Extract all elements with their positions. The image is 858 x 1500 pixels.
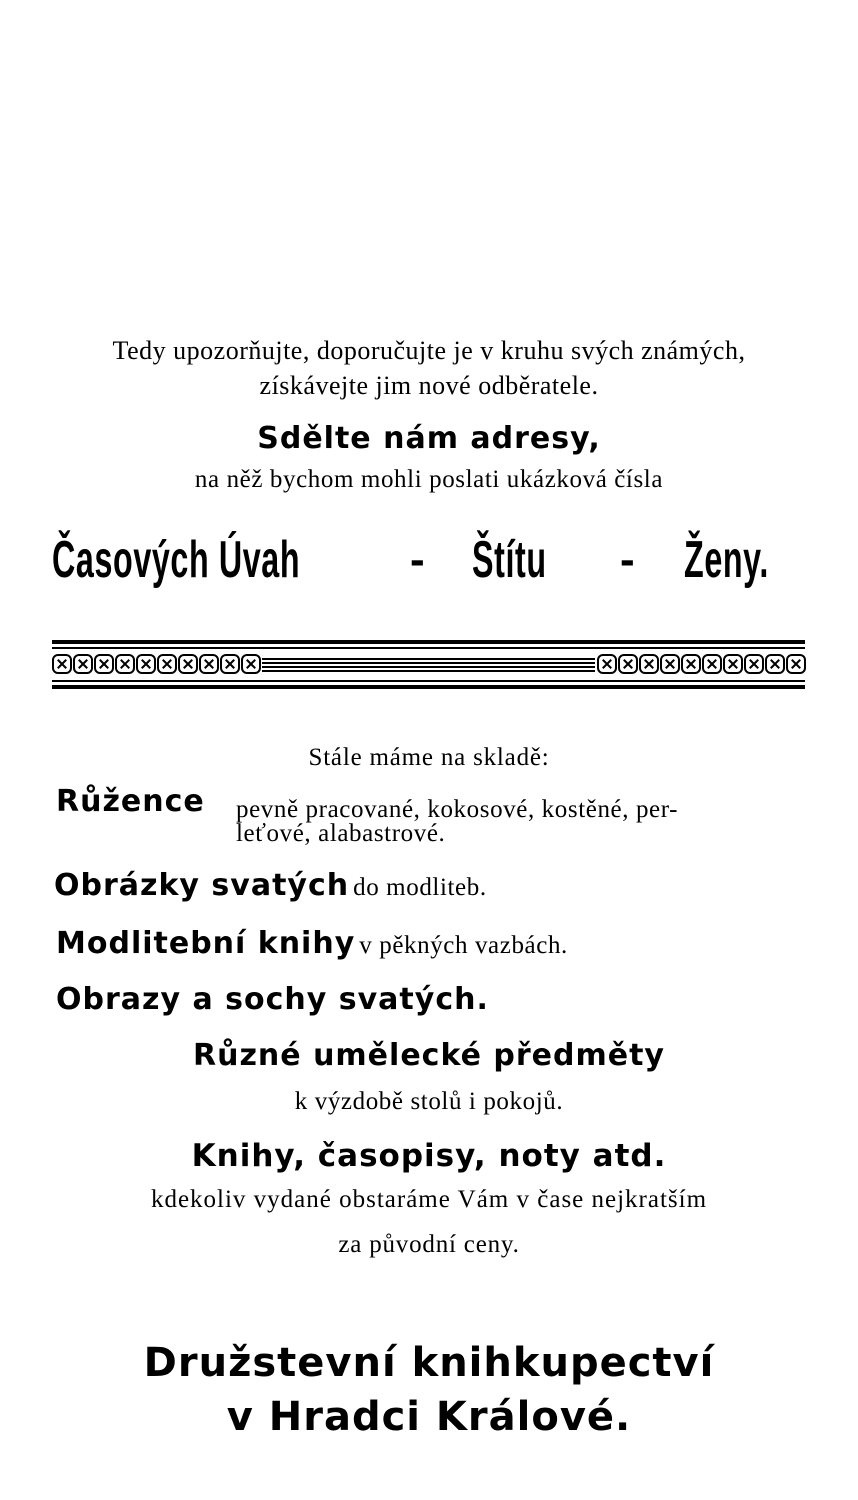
x-ornament-icon xyxy=(136,654,156,674)
magazine-stit: Štítu xyxy=(472,531,547,589)
addresses-heading: Sdělte nám adresy, xyxy=(257,421,601,456)
divider-hatch xyxy=(262,656,595,672)
stock-item-rosaries xyxy=(56,784,205,819)
magazine-separator-2: - xyxy=(620,535,635,584)
x-ornament-icon xyxy=(639,654,659,674)
stock-intro: Stále máme na skladě: xyxy=(308,744,550,771)
stock-item-label: Obrázky svatých xyxy=(54,868,350,903)
x-ornament-icon xyxy=(618,654,638,674)
x-ornament-icon xyxy=(702,654,722,674)
x-ornament-icon xyxy=(597,654,617,674)
x-ornament-icon xyxy=(765,654,785,674)
x-ornament-icon xyxy=(157,654,177,674)
divider-x-pattern-left xyxy=(52,652,262,676)
divider-rule-bottom xyxy=(52,685,805,689)
stock-item-holy-pictures xyxy=(54,868,487,903)
x-ornament-icon xyxy=(660,654,680,674)
divider-rule-bottom-thin xyxy=(52,680,805,682)
art-desc: k výzdobě stolů i pokojů. xyxy=(294,1088,564,1115)
stock-item-prayer-books xyxy=(56,926,568,961)
stock-item-desc: pevně pracované, kokosové, kostěné, per- xyxy=(236,796,679,823)
books-line-1: kdekoliv vydané obstaráme Vám v čase nejkratším xyxy=(150,1186,708,1213)
x-ornament-icon xyxy=(94,654,114,674)
x-ornament-icon xyxy=(52,654,72,674)
intro-line-2: získávejte jim nové odběratele. xyxy=(259,371,599,400)
divider-rule-top-thin xyxy=(52,647,805,649)
x-ornament-icon xyxy=(786,654,806,674)
x-ornament-icon xyxy=(115,654,135,674)
art-heading: Různé umělecké předměty xyxy=(193,1038,665,1073)
stock-item-label: Růžence xyxy=(56,784,205,819)
x-ornament-icon xyxy=(178,654,198,674)
x-ornament-icon xyxy=(199,654,219,674)
x-ornament-icon xyxy=(744,654,764,674)
books-line-2: za původní ceny. xyxy=(338,1231,520,1258)
x-ornament-icon xyxy=(723,654,743,674)
magazine-titles xyxy=(52,520,812,600)
stock-item-desc: do modliteb. xyxy=(353,874,487,901)
magazine-separator-1: - xyxy=(410,535,425,584)
stock-item-paintings-statues: Obrazy a sochy svatých. xyxy=(56,982,489,1017)
addresses-subline: na něž bychom mohli poslati ukázková čísla xyxy=(194,466,664,493)
stock-item-desc: leťové, alabastrové. xyxy=(236,820,446,847)
x-ornament-icon xyxy=(241,654,261,674)
x-ornament-icon xyxy=(220,654,240,674)
stock-item-label: Modlitební knihy xyxy=(56,926,356,961)
magazine-zena: Ženy. xyxy=(684,531,769,589)
divider-rule-top xyxy=(52,640,805,644)
x-ornament-icon xyxy=(73,654,93,674)
books-heading: Knihy, časopisy, noty atd. xyxy=(191,1138,667,1174)
x-ornament-icon xyxy=(681,654,701,674)
intro-line-1: Tedy upozorňujte, doporučujte je v kruhu svých známých, xyxy=(112,336,746,365)
stock-item-desc: v pěkných vazbách. xyxy=(359,932,568,959)
divider-x-pattern-right xyxy=(597,652,807,676)
magazine-casove-uvahy: Časových Úvah xyxy=(52,531,301,589)
firm-location: v Hradci Králové. xyxy=(226,1394,632,1440)
firm-name: Družstevní knihkupectví xyxy=(143,1340,715,1386)
